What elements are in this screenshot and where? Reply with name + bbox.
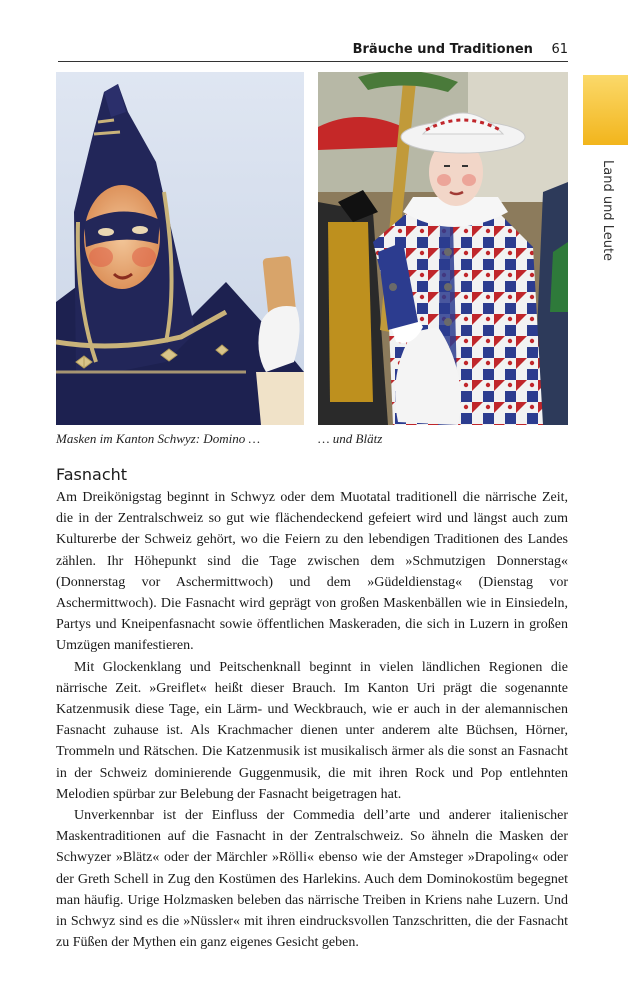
photo-caption-domino: Masken im Kanton Schwyz: Domino … (56, 431, 261, 446)
paragraph-1: Am Dreikönigstag beginnt in Schwyz oder dem Muotatal traditionell die närrische Zeit, die in der Zentralschweiz so gut wie flächendeckend gefeiert wird und längst auch zum Kulturerbe der Schweiz gehört, wo die Feiern zu den lebendigen Traditionen des Landes zählen. Ihr Höhepunkt sind die Tage zwischen dem »Schmutzigen Donnerstag« (Donnerstag vor Aschermittwoch) und dem »Güdeldienstag« (Dienstag vor Aschermittwoch). Die Fasnacht wird geprägt von großen Maskenbällen wie in Einsiedeln, Partys und Kneipenfasnacht sowie öffentlichen Maskeraden, die sich in Luzern in großen Umzügen manifestieren. (56, 490, 568, 654)
section-heading: Fasnacht (56, 465, 128, 484)
chapter-tab-label: Land und Leute (600, 160, 615, 262)
page-number: 61 (551, 42, 568, 57)
chapter-tab (583, 75, 628, 145)
section-title: Bräuche und Traditionen (352, 42, 533, 57)
photo-caption-blaetz: … und Blätz (318, 431, 383, 446)
domino-mask-photo (56, 72, 304, 425)
blaetz-costume-photo (318, 72, 568, 425)
header-rule (58, 61, 568, 62)
article-body (56, 487, 568, 953)
paragraph-3: Unverkennbar ist der Einfluss der Commedia dell’arte und anderer italienischer Maskentraditionen auf die Fasnacht in der Zentralschweiz. So ähneln die Masken der Schwyzer »Blätz« oder der Märchler »Rölli« ebenso wie der Amsteger »Drapoling« oder der Greth Schell in Zug den Kostümen des Harlekins. Auch dem Dominokostüm begegnet man häufig. Urige Holzmasken beleben das närrische Treiben in Kriens nahe Luzern. Und in Schwyz sind es die »Nüssler« mit ihren eindrucksvollen Tanzschritten, die der Fasnacht zu Füßen der Mythen ein ganz eigenes Gesicht geben. (56, 808, 568, 951)
running-header (58, 42, 568, 62)
paragraph-2: Mit Glockenklang und Peitschenknall beginnt in vielen ländlichen Regionen die närrische Zeit. »Greiflet« heißt dieser Brauch. Im Kanton Uri prägt die sogenannte Katzenmusik diese Tage, ein Lärm- und Weckbrauch, wie er auch in der alemannischen Fasnacht zuhause ist. Als Krachmacher dienen unter anderem alte Büchsen, Hörner, Trommeln und Rätschen. Die Katzenmusik ist musikalisch ärmer als die sonst an Fasnacht in der Schweiz dominierende Guggenmusik, die mit ihren Rock und Pop entlehnten Melodien spürbar zur Belebung der Fasnacht beigetragen hat. (56, 659, 568, 802)
